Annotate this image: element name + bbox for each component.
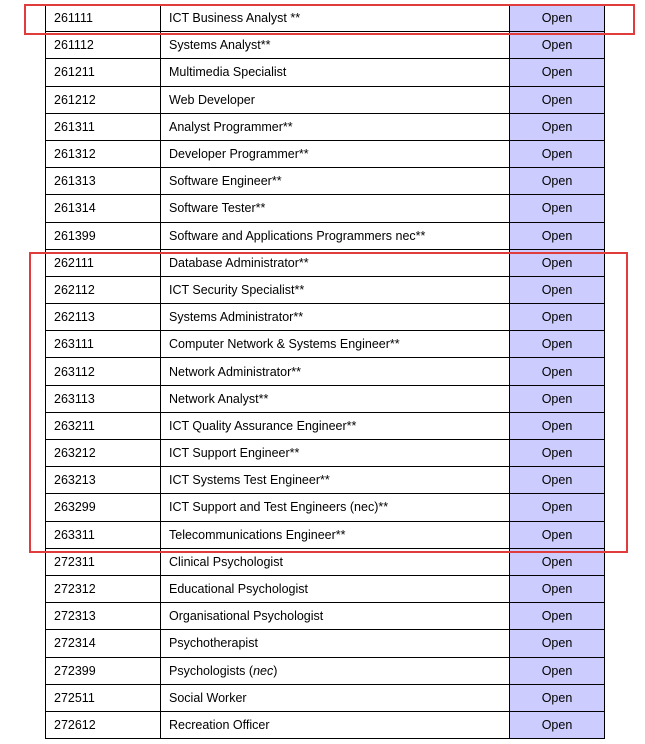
occupation-status: Open <box>510 711 605 738</box>
occupation-code: 261311 <box>46 113 161 140</box>
table-row <box>46 140 605 167</box>
occupation-status: Open <box>510 521 605 548</box>
occupation-status: Open <box>510 358 605 385</box>
occupation-code: 261111 <box>46 5 161 32</box>
occupation-status: Open <box>510 32 605 59</box>
occupation-code: 263299 <box>46 494 161 521</box>
table-row <box>46 385 605 412</box>
table-row <box>46 711 605 738</box>
occupation-code: 272612 <box>46 711 161 738</box>
occupation-code: 262112 <box>46 276 161 303</box>
occupation-status: Open <box>510 494 605 521</box>
occupation-code: 272313 <box>46 603 161 630</box>
occupation-status: Open <box>510 467 605 494</box>
table-row <box>46 168 605 195</box>
occupation-title-suffix: ) <box>273 663 278 678</box>
occupation-code: 263212 <box>46 440 161 467</box>
occupation-title-prefix: Psychologists ( <box>169 663 254 678</box>
occupation-status: Open <box>510 249 605 276</box>
table-row <box>46 249 605 276</box>
occupation-table <box>45 4 605 739</box>
occupation-title-italic: nec <box>253 663 274 678</box>
table-row <box>46 195 605 222</box>
occupation-title: Software and Applications Programmers nec** <box>161 222 510 249</box>
occupation-code: 263111 <box>46 331 161 358</box>
occupation-code: 261313 <box>46 168 161 195</box>
table-row <box>46 222 605 249</box>
occupation-title: ICT Security Specialist** <box>161 276 510 303</box>
occupation-status: Open <box>510 195 605 222</box>
table-row <box>46 657 605 684</box>
occupation-code: 263213 <box>46 467 161 494</box>
occupation-code: 263211 <box>46 412 161 439</box>
occupation-status: Open <box>510 657 605 684</box>
occupation-status: Open <box>510 168 605 195</box>
occupation-title: Telecommunications Engineer** <box>161 521 510 548</box>
table-row <box>46 5 605 32</box>
occupation-status: Open <box>510 548 605 575</box>
occupation-status: Open <box>510 113 605 140</box>
occupation-code: 261312 <box>46 140 161 167</box>
occupation-status: Open <box>510 412 605 439</box>
occupation-status: Open <box>510 385 605 412</box>
table-row <box>46 548 605 575</box>
occupation-title: Software Engineer** <box>161 168 510 195</box>
occupation-title: Web Developer <box>161 86 510 113</box>
occupation-title: Network Administrator** <box>161 358 510 385</box>
occupation-table-body <box>46 5 605 739</box>
table-row <box>46 684 605 711</box>
occupation-status: Open <box>510 331 605 358</box>
occupation-status: Open <box>510 684 605 711</box>
occupation-title: ICT Support Engineer** <box>161 440 510 467</box>
occupation-title: Clinical Psychologist <box>161 548 510 575</box>
occupation-status: Open <box>510 59 605 86</box>
occupation-title: Educational Psychologist <box>161 575 510 602</box>
table-row <box>46 575 605 602</box>
table-row <box>46 113 605 140</box>
table-row <box>46 630 605 657</box>
occupation-status: Open <box>510 603 605 630</box>
occupation-code: 263112 <box>46 358 161 385</box>
occupation-status: Open <box>510 86 605 113</box>
occupation-title: Software Tester** <box>161 195 510 222</box>
occupation-title: Recreation Officer <box>161 711 510 738</box>
occupation-title: Psychotherapist <box>161 630 510 657</box>
occupation-title: Organisational Psychologist <box>161 603 510 630</box>
table-row <box>46 467 605 494</box>
occupation-title: Network Analyst** <box>161 385 510 412</box>
occupation-code: 261211 <box>46 59 161 86</box>
table-row <box>46 32 605 59</box>
occupation-status: Open <box>510 304 605 331</box>
table-row <box>46 440 605 467</box>
occupation-code: 261212 <box>46 86 161 113</box>
table-row <box>46 358 605 385</box>
occupation-title: Analyst Programmer** <box>161 113 510 140</box>
table-row <box>46 331 605 358</box>
occupation-status: Open <box>510 440 605 467</box>
occupation-code: 272399 <box>46 657 161 684</box>
occupation-title: ICT Business Analyst ** <box>161 5 510 32</box>
occupation-status: Open <box>510 276 605 303</box>
occupation-title: ICT Support and Test Engineers (nec)** <box>161 494 510 521</box>
occupation-title: Developer Programmer** <box>161 140 510 167</box>
occupation-title: ICT Quality Assurance Engineer** <box>161 412 510 439</box>
occupation-code: 262111 <box>46 249 161 276</box>
occupation-title: Systems Administrator** <box>161 304 510 331</box>
occupation-status: Open <box>510 630 605 657</box>
occupation-code: 263113 <box>46 385 161 412</box>
occupation-code: 272511 <box>46 684 161 711</box>
table-row <box>46 86 605 113</box>
table-row <box>46 276 605 303</box>
occupation-status: Open <box>510 222 605 249</box>
occupation-title: Database Administrator** <box>161 249 510 276</box>
occupation-code: 261314 <box>46 195 161 222</box>
table-row <box>46 412 605 439</box>
table-row <box>46 603 605 630</box>
occupation-status: Open <box>510 575 605 602</box>
occupation-code: 261112 <box>46 32 161 59</box>
occupation-title: Multimedia Specialist <box>161 59 510 86</box>
occupation-title: Social Worker <box>161 684 510 711</box>
occupation-title: Systems Analyst** <box>161 32 510 59</box>
table-row <box>46 59 605 86</box>
table-row <box>46 304 605 331</box>
occupation-title: Computer Network & Systems Engineer** <box>161 331 510 358</box>
occupation-code: 272312 <box>46 575 161 602</box>
table-row <box>46 521 605 548</box>
occupation-title <box>161 657 510 684</box>
occupation-code: 263311 <box>46 521 161 548</box>
occupation-status: Open <box>510 5 605 32</box>
occupation-code: 272311 <box>46 548 161 575</box>
occupation-status: Open <box>510 140 605 167</box>
occupation-code: 261399 <box>46 222 161 249</box>
occupation-code: 272314 <box>46 630 161 657</box>
occupation-title: ICT Systems Test Engineer** <box>161 467 510 494</box>
table-row <box>46 494 605 521</box>
occupation-code: 262113 <box>46 304 161 331</box>
